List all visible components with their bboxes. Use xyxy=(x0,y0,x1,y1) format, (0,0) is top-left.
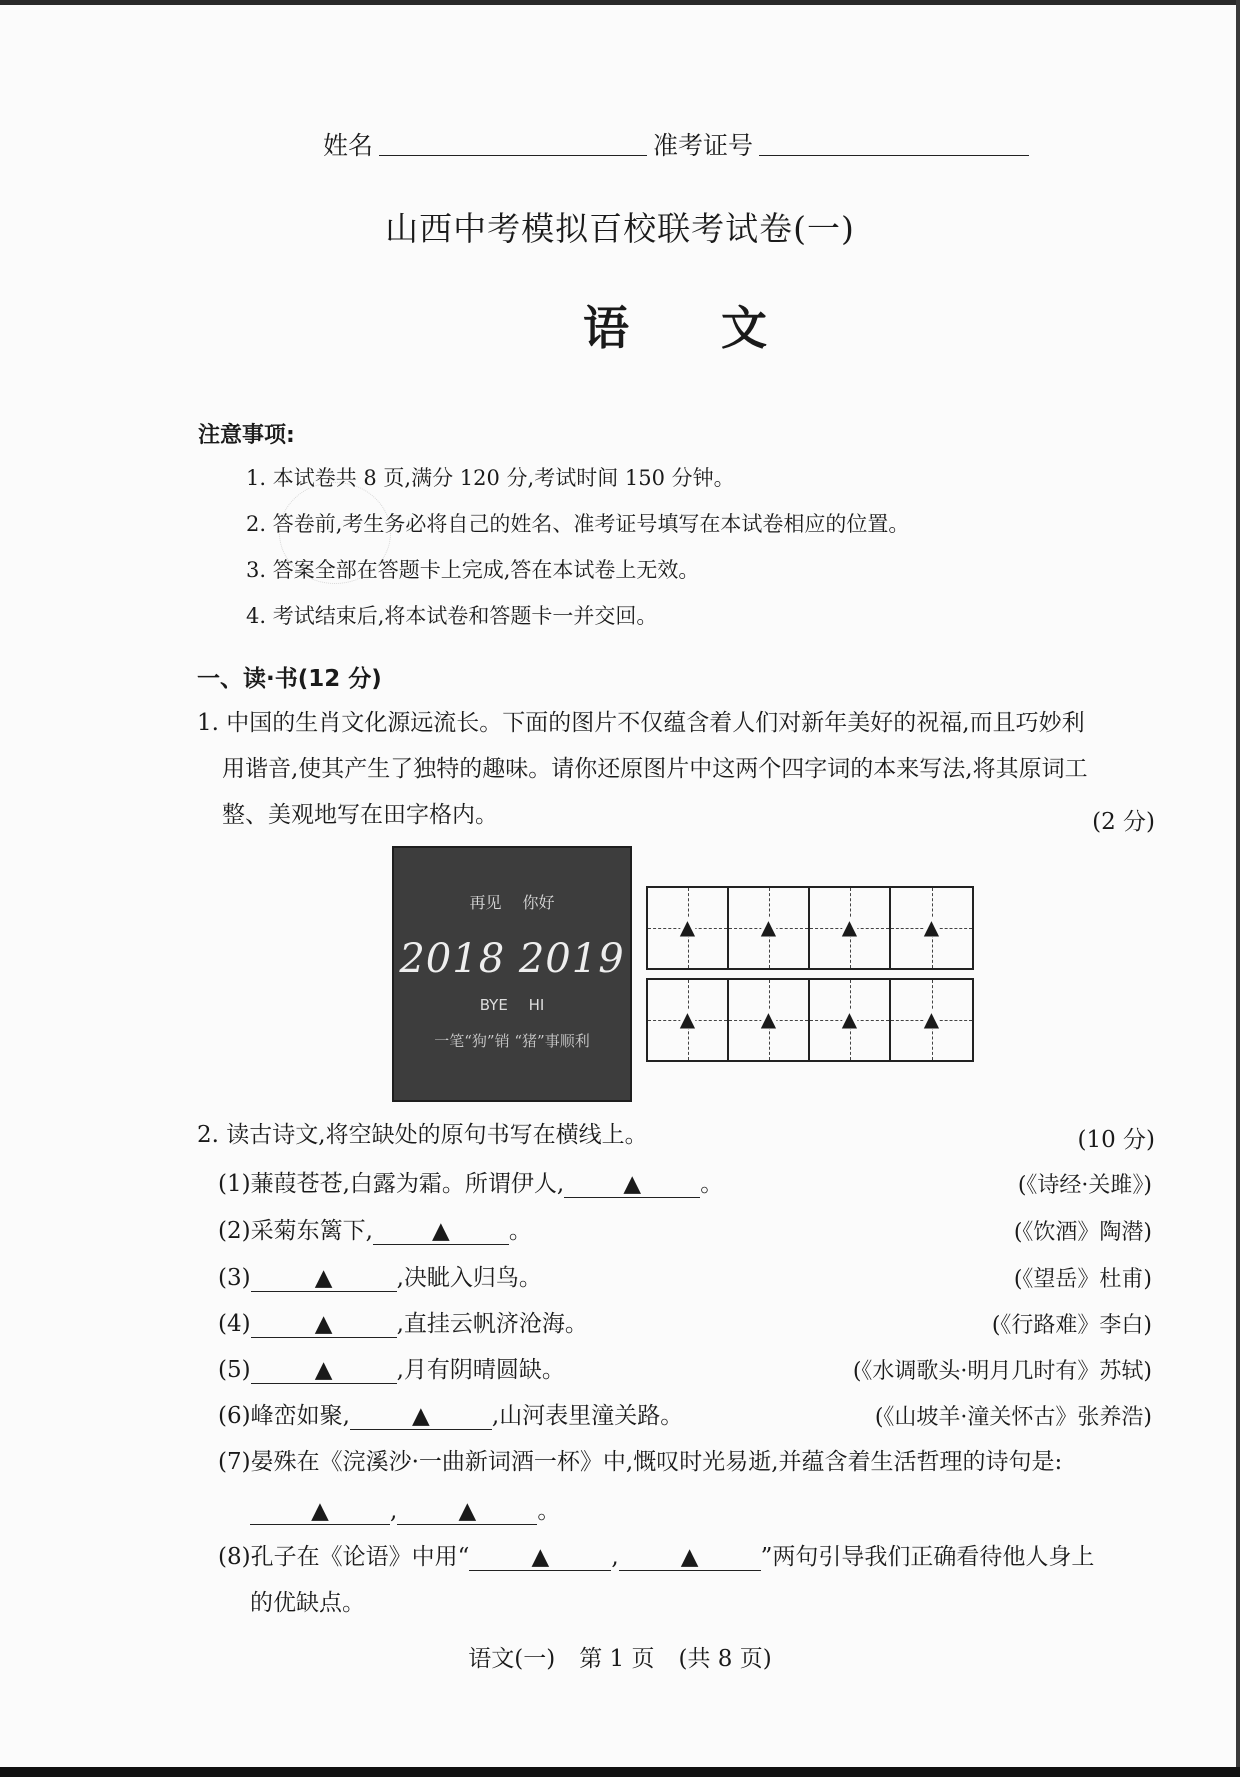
name-label: 姓名 xyxy=(323,131,374,160)
page-footer xyxy=(0,1640,1240,1673)
item-text: (6)峰峦如聚, xyxy=(218,1403,350,1429)
answer-blank[interactable]: ▲ xyxy=(564,1171,700,1198)
footer-total: (共 8 页) xyxy=(678,1646,772,1672)
zodiac-greeting-poster xyxy=(392,846,632,1102)
triangle-mark: ▲ xyxy=(760,915,777,939)
tianzige-cell[interactable] xyxy=(729,980,810,1060)
tianzige-cell[interactable] xyxy=(891,980,972,1060)
triangle-mark: ▲ xyxy=(841,1007,858,1031)
subject-char-2: 文 xyxy=(721,301,767,355)
item-text: 。 xyxy=(508,1218,532,1244)
answer-blank[interactable]: ▲ xyxy=(373,1218,509,1245)
poem-item-2 xyxy=(218,1212,532,1245)
item-text: (8)孔子在《论语》中用“ xyxy=(218,1544,470,1570)
q1-line-1: 1. 中国的生肖文化源远流长。下面的图片不仅蕴含着人们对新年美好的祝福,而且巧妙利 xyxy=(197,710,1085,736)
item-text: (5) xyxy=(218,1357,251,1383)
poster-top-text: 再见 你好 xyxy=(469,893,555,912)
answer-blank[interactable]: ▲ xyxy=(251,1357,397,1384)
subject-char-1: 语 xyxy=(583,301,629,355)
notice-item: 4. 考试结束后,将本试卷和答题卡一并交回。 xyxy=(246,604,658,628)
poem-source: (《山坡羊·潼关怀古》张养浩) xyxy=(874,1405,1152,1430)
answer-blank[interactable]: ▲ xyxy=(250,1498,390,1525)
poem-item-5 xyxy=(218,1351,565,1384)
item-text: 。 xyxy=(537,1498,561,1524)
poem-source: (《诗经·关雎》) xyxy=(1017,1173,1152,1198)
answer-blank[interactable]: ▲ xyxy=(619,1544,761,1571)
tianzige-cell[interactable] xyxy=(648,888,729,968)
triangle-mark: ▲ xyxy=(679,1007,696,1031)
poem-source: (《望岳》杜甫) xyxy=(1013,1267,1152,1292)
footer-subject: 语文(一) xyxy=(468,1646,556,1672)
scan-edge-top xyxy=(0,0,1240,5)
answer-blank[interactable]: ▲ xyxy=(350,1403,492,1430)
notice-item: 3. 答案全部在答题卡上完成,答在本试卷上无效。 xyxy=(246,558,700,582)
q2-intro: 2. 读古诗文,将空缺处的原句书写在横线上。 xyxy=(197,1122,648,1148)
q2-score: (10 分) xyxy=(1077,1127,1155,1153)
answer-blank[interactable]: ▲ xyxy=(397,1498,537,1525)
tianzige-row-1[interactable] xyxy=(646,886,974,970)
item-text: (2)采菊东篱下, xyxy=(218,1218,373,1244)
item-text: 。 xyxy=(700,1171,724,1197)
subject-title xyxy=(583,292,767,358)
item-text: (4) xyxy=(218,1311,251,1337)
answer-blank[interactable]: ▲ xyxy=(469,1544,611,1571)
candidate-info-bar xyxy=(323,126,1035,162)
footer-page: 第 1 页 xyxy=(579,1646,655,1672)
poem-source: (《饮酒》陶潜) xyxy=(1013,1220,1152,1245)
notice-item: 2. 答卷前,考生务必将自己的姓名、准考证号填写在本试卷相应的位置。 xyxy=(246,512,910,536)
item-text: , xyxy=(611,1544,619,1570)
notice-item: 1. 本试卷共 8 页,满分 120 分,考试时间 150 分钟。 xyxy=(246,466,735,490)
tianzige-cell[interactable] xyxy=(891,888,972,968)
q1-line-2: 用谐音,使其产生了独特的趣味。请你还原图片中这两个四字词的本来写法,将其原词工 xyxy=(222,756,1088,782)
item-text: ,决眦入归鸟。 xyxy=(396,1265,542,1291)
tianzige-cell[interactable] xyxy=(810,980,891,1060)
poem-item-8 xyxy=(218,1538,1094,1571)
triangle-mark: ▲ xyxy=(923,915,940,939)
poem-item-1 xyxy=(218,1165,723,1198)
exam-id-label: 准考证号 xyxy=(653,131,754,160)
tianzige-row-2[interactable] xyxy=(646,978,974,1062)
poster-slogan: 一笔“狗”销 “猪”事顺利 xyxy=(434,1032,590,1050)
tianzige-cell[interactable] xyxy=(810,888,891,968)
exam-title: 山西中考模拟百校联考试卷(一) xyxy=(385,209,855,248)
item-text: ,直挂云帆济沧海。 xyxy=(396,1311,588,1337)
poem-item-8-line-2: 的优缺点。 xyxy=(250,1590,365,1616)
poem-source: (《水调歌头·明月几时有》苏轼) xyxy=(852,1359,1152,1384)
q1-score: (2 分) xyxy=(1092,809,1155,835)
answer-blank[interactable]: ▲ xyxy=(251,1265,397,1292)
poem-item-4 xyxy=(218,1305,588,1338)
poem-item-3 xyxy=(218,1259,542,1292)
triangle-mark: ▲ xyxy=(923,1007,940,1031)
poem-item-6 xyxy=(218,1397,683,1430)
tianzige-cell[interactable] xyxy=(648,980,729,1060)
item-text: (1)蒹葭苍苍,白露为霜。所谓伊人, xyxy=(218,1171,565,1197)
poster-years: 2018 2019 xyxy=(399,936,625,982)
name-field[interactable] xyxy=(379,154,647,156)
poem-item-7: (7)晏殊在《浣溪沙·一曲新词酒一杯》中,慨叹时光易逝,并蕴含着生活哲理的诗句是: xyxy=(218,1449,1063,1475)
scan-edge-right xyxy=(1236,0,1240,1777)
poster-bye-text: BYE HI xyxy=(479,996,545,1014)
q1-line-3: 整、美观地写在田字格内。 xyxy=(222,802,498,828)
item-text: (3) xyxy=(218,1265,251,1291)
answer-blank[interactable]: ▲ xyxy=(251,1311,397,1338)
poem-source: (《行路难》李白) xyxy=(991,1313,1152,1338)
triangle-mark: ▲ xyxy=(679,915,696,939)
item-text: ”两句引导我们正确看待他人身上 xyxy=(760,1544,1095,1570)
tianzige-cell[interactable] xyxy=(729,888,810,968)
section-title: 一、读·书(12 分) xyxy=(197,666,382,692)
exam-id-field[interactable] xyxy=(759,154,1029,156)
item-text: ,月有阴晴圆缺。 xyxy=(396,1357,565,1383)
item-text: ,山河表里潼关路。 xyxy=(491,1403,684,1429)
item-text: , xyxy=(390,1498,398,1524)
notice-heading: 注意事项: xyxy=(198,423,295,448)
triangle-mark: ▲ xyxy=(841,915,858,939)
poem-item-7-answers xyxy=(250,1492,560,1525)
scan-edge-bottom xyxy=(0,1767,1240,1777)
triangle-mark: ▲ xyxy=(760,1007,777,1031)
